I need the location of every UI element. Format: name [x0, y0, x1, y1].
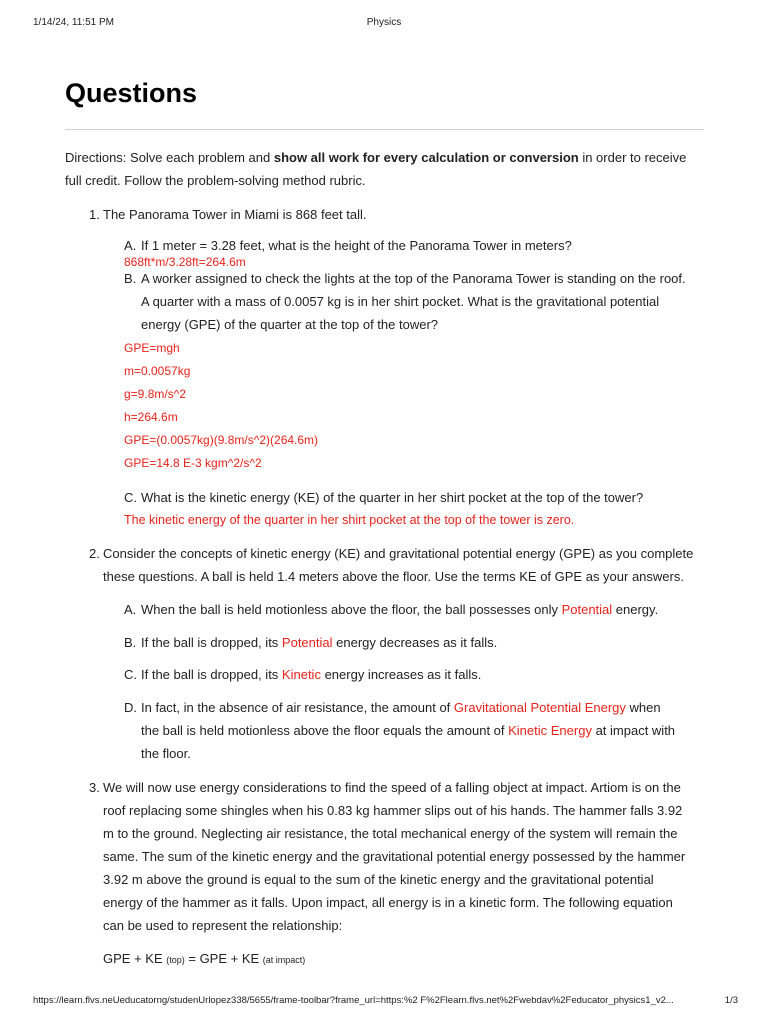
q3-line: can be used to represent the relationship:	[103, 918, 343, 933]
q1-text: The Panorama Tower in Miami is 868 feet tall.	[103, 207, 367, 222]
q1b-line-2: A quarter with a mass of 0.0057 kg is in her shirt pocket. What is the gravitational potential	[141, 294, 660, 309]
q1b-work-line: GPE=(0.0057kg)(9.8m/s^2)(264.6m)	[124, 433, 319, 447]
print-url: https://learn.flvs.neUeducatorng/studenUrlopez338/5655/frame-toolbar?frame_url=https:%2 F%2Flearn.flvs.net%2Fwebdav%2Feducator_physics1_v2...	[33, 995, 674, 1006]
directions-prefix: Directions: Solve each problem and	[65, 150, 274, 165]
q1b-work-line: g=9.8m/s^2	[124, 387, 186, 401]
q1b-line-1: A worker assigned to check the lights at the top of the Panorama Tower is standing on the roof.	[141, 271, 686, 286]
q1c-answer: The kinetic energy of the quarter in her shirt pocket at the top of the tower is zero.	[124, 513, 575, 527]
q2d-before: In fact, in the absence of air resistance, the amount of	[141, 700, 454, 715]
q2d-letter: D.	[124, 700, 137, 715]
equation-right-subscript: (at impact)	[262, 955, 306, 965]
directions-bold: show all work for every calculation or conversion	[273, 150, 579, 165]
q3-line: 3.92 m above the ground is equal to the sum of the kinetic energy and the gravitational potential	[103, 872, 654, 887]
q1b-work-line: m=0.0057kg	[124, 364, 191, 378]
q2c-sentence	[141, 667, 481, 682]
q2a-answer: Potential	[561, 602, 613, 617]
q2c-before: If the ball is dropped, its	[141, 667, 282, 682]
title-divider	[65, 129, 704, 130]
q2a-after: energy.	[612, 602, 659, 617]
equation-left: GPE + KE	[103, 951, 167, 966]
directions-line-1	[65, 150, 686, 165]
q2b-sentence	[141, 635, 497, 650]
q2d-line-1	[141, 700, 661, 715]
q2c-letter: C.	[124, 667, 137, 682]
q2-number: 2.	[89, 546, 100, 561]
print-datetime: 1/14/24, 11:51 PM	[33, 17, 114, 28]
q3-line: We will now use energy considerations to find the speed of a falling object at impact. Artiom is on the	[103, 780, 681, 795]
q1a-answer: 868ft*m/3.28ft=264.6m	[124, 255, 246, 269]
q1c-text: What is the kinetic energy (KE) of the quarter in her shirt pocket at the top of the tower?	[141, 490, 644, 505]
directions-line-2: full credit. Follow the problem-solving method rubric.	[65, 173, 366, 188]
q2a-sentence	[141, 602, 658, 617]
q2b-letter: B.	[124, 635, 137, 650]
q3-line: roof replacing some shingles when his 0.83 kg hammer slips out of his hands. The hammer falls 3.92	[103, 803, 683, 818]
q2d-line-3: the floor.	[141, 746, 191, 761]
q2b-answer: Potential	[281, 635, 333, 650]
q2d-after-1: when	[625, 700, 661, 715]
q2c-answer: Kinetic	[281, 667, 321, 682]
print-page-title: Physics	[366, 17, 402, 28]
q2d-line2-before: the ball is held motionless above the floor equals the amount of	[141, 723, 509, 738]
q2-line-1: Consider the concepts of kinetic energy (KE) and gravitational potential energy (GPE) as you complete	[103, 546, 694, 561]
q1c-letter: C.	[124, 490, 137, 505]
q1a-letter: A.	[124, 238, 137, 253]
q3-line: energy of the hammer as it falls. Upon impact, all energy is in a kinetic form. The following equation	[103, 895, 673, 910]
equation-left-subscript: (top)	[166, 955, 185, 965]
equation-middle: = GPE + KE	[184, 951, 263, 966]
energy-equation	[103, 951, 305, 966]
q2a-before: When the ball is held motionless above the floor, the ball possesses only	[141, 602, 562, 617]
print-page-number: 1/3	[724, 995, 738, 1006]
q3-line: m to the ground. Neglecting air resistance, the total mechanical energy of the system will remain the	[103, 826, 678, 841]
q1-number: 1.	[89, 207, 100, 222]
q2-line-2: these questions. A ball is held 1.4 meters above the floor. Use the terms KE of GPE as your answers.	[103, 569, 684, 584]
q2d-line-2	[141, 723, 675, 738]
page-title: Questions	[65, 78, 198, 108]
q1b-letter: B.	[124, 271, 137, 286]
q2b-before: If the ball is dropped, its	[141, 635, 282, 650]
q2b-after: energy decreases as it falls.	[332, 635, 498, 650]
q1a-text: If 1 meter = 3.28 feet, what is the height of the Panorama Tower in meters?	[141, 238, 572, 253]
q3-number: 3.	[89, 780, 100, 795]
directions-suffix: in order to receive	[578, 150, 687, 165]
q2d-answer-2: Kinetic Energy	[508, 723, 592, 738]
q3-line: same. The sum of the kinetic energy and the gravitational potential energy possessed by the hammer	[103, 849, 686, 864]
q1b-work-line: GPE=mgh	[124, 341, 180, 355]
q2a-letter: A.	[124, 602, 137, 617]
q1b-line-3: energy (GPE) of the quarter at the top of the tower?	[141, 317, 439, 332]
q1b-work-line: h=264.6m	[124, 410, 178, 424]
q2c-after: energy increases as it falls.	[320, 667, 482, 682]
q2d-after-2: at impact with	[591, 723, 676, 738]
q2d-answer-1: Gravitational Potential Energy	[453, 700, 626, 715]
q1b-work-line: GPE=14.8 E-3 kgm^2/s^2	[124, 456, 262, 470]
